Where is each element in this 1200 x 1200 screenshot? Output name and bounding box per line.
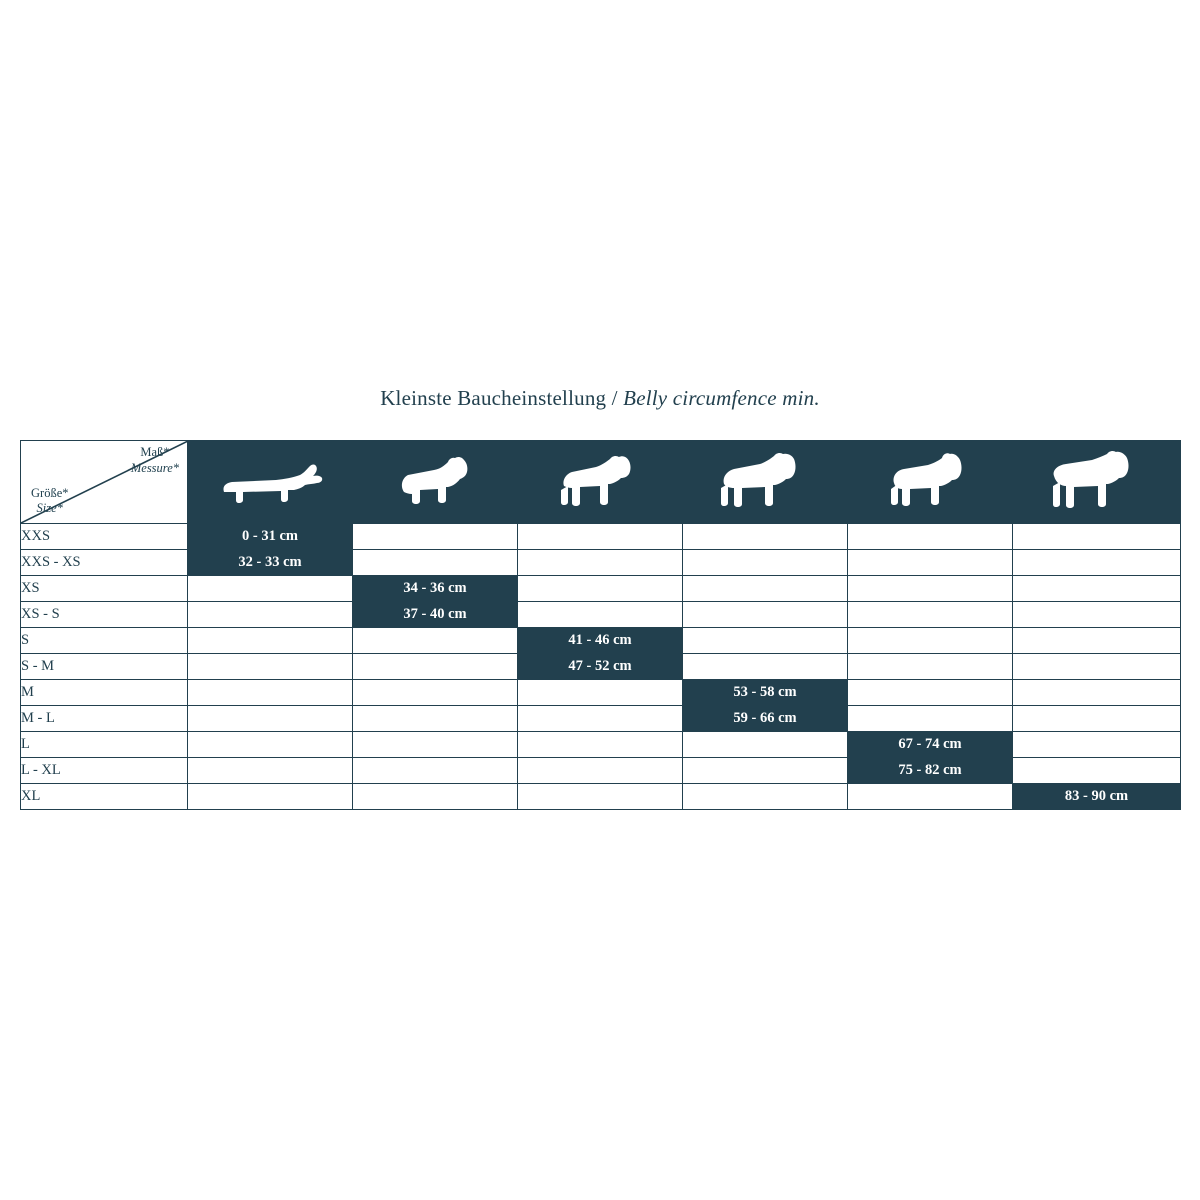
row-size-label: M bbox=[21, 680, 188, 706]
empty-cell bbox=[353, 758, 518, 784]
great-dane-dog-icon bbox=[1013, 450, 1180, 514]
empty-cell bbox=[848, 524, 1013, 550]
empty-cell bbox=[188, 602, 353, 628]
empty-cell bbox=[1013, 758, 1181, 784]
row-size-label: XS bbox=[21, 576, 188, 602]
empty-cell bbox=[683, 654, 848, 680]
empty-cell bbox=[848, 654, 1013, 680]
measurement-cell: 59 - 66 cm bbox=[683, 706, 848, 732]
empty-cell bbox=[518, 732, 683, 758]
empty-cell bbox=[518, 602, 683, 628]
bulldog-dog-icon bbox=[848, 451, 1012, 513]
empty-cell bbox=[1013, 680, 1181, 706]
row-size-label: L - XL bbox=[21, 758, 188, 784]
table-row bbox=[21, 680, 1181, 706]
table-row bbox=[21, 602, 1181, 628]
column-header-terrier bbox=[353, 441, 518, 524]
column-header-dachshund bbox=[188, 441, 353, 524]
empty-cell bbox=[848, 680, 1013, 706]
empty-cell bbox=[518, 550, 683, 576]
column-header-beagle bbox=[518, 441, 683, 524]
size-header-label bbox=[31, 486, 69, 517]
table-body bbox=[21, 524, 1181, 810]
empty-cell bbox=[1013, 602, 1181, 628]
empty-cell bbox=[683, 576, 848, 602]
measurement-cell: 41 - 46 cm bbox=[518, 628, 683, 654]
measure-header-label bbox=[131, 445, 179, 476]
empty-cell bbox=[1013, 732, 1181, 758]
empty-cell bbox=[848, 784, 1013, 810]
row-size-label: S bbox=[21, 628, 188, 654]
empty-cell bbox=[848, 602, 1013, 628]
empty-cell bbox=[518, 784, 683, 810]
empty-cell bbox=[188, 576, 353, 602]
measurement-cell: 83 - 90 cm bbox=[1013, 784, 1181, 810]
table-row bbox=[21, 628, 1181, 654]
row-size-label: L bbox=[21, 732, 188, 758]
empty-cell bbox=[1013, 628, 1181, 654]
page-title-english: Belly circumfence min. bbox=[623, 386, 820, 410]
empty-cell bbox=[188, 706, 353, 732]
table-header-row bbox=[21, 441, 1181, 524]
measure-label-de: Maß* bbox=[140, 445, 170, 459]
empty-cell bbox=[518, 706, 683, 732]
empty-cell bbox=[683, 524, 848, 550]
empty-cell bbox=[1013, 576, 1181, 602]
empty-cell bbox=[683, 628, 848, 654]
size-table-container bbox=[20, 440, 1180, 810]
empty-cell bbox=[188, 680, 353, 706]
row-size-label: XS - S bbox=[21, 602, 188, 628]
empty-cell bbox=[188, 758, 353, 784]
measurement-cell: 75 - 82 cm bbox=[848, 758, 1013, 784]
empty-cell bbox=[1013, 654, 1181, 680]
empty-cell bbox=[848, 628, 1013, 654]
empty-cell bbox=[848, 576, 1013, 602]
row-size-label: M - L bbox=[21, 706, 188, 732]
empty-cell bbox=[353, 524, 518, 550]
empty-cell bbox=[188, 628, 353, 654]
empty-cell bbox=[848, 706, 1013, 732]
empty-cell bbox=[353, 732, 518, 758]
table-row bbox=[21, 784, 1181, 810]
table-row bbox=[21, 758, 1181, 784]
empty-cell bbox=[353, 654, 518, 680]
measurement-cell: 67 - 74 cm bbox=[848, 732, 1013, 758]
measurement-cell: 53 - 58 cm bbox=[683, 680, 848, 706]
empty-cell bbox=[518, 576, 683, 602]
empty-cell bbox=[683, 550, 848, 576]
table-row bbox=[21, 550, 1181, 576]
empty-cell bbox=[353, 706, 518, 732]
row-size-label: XL bbox=[21, 784, 188, 810]
page-title bbox=[0, 386, 1200, 411]
empty-cell bbox=[1013, 706, 1181, 732]
schnauzer-dog-icon bbox=[683, 450, 847, 514]
empty-cell bbox=[188, 654, 353, 680]
empty-cell bbox=[353, 550, 518, 576]
measurement-cell: 32 - 33 cm bbox=[188, 550, 353, 576]
page-title-german: Kleinste Baucheinstellung bbox=[380, 386, 607, 410]
measurement-cell: 37 - 40 cm bbox=[353, 602, 518, 628]
size-label-de: Größe* bbox=[31, 485, 69, 500]
empty-cell bbox=[1013, 524, 1181, 550]
measure-label-en: Messure* bbox=[130, 460, 179, 475]
table-row bbox=[21, 576, 1181, 602]
header-corner-cell bbox=[21, 441, 188, 524]
empty-cell bbox=[683, 602, 848, 628]
table-row bbox=[21, 524, 1181, 550]
column-header-bulldog bbox=[848, 441, 1013, 524]
empty-cell bbox=[353, 784, 518, 810]
empty-cell bbox=[683, 758, 848, 784]
size-label-en: Size* bbox=[36, 501, 63, 516]
empty-cell bbox=[683, 784, 848, 810]
size-table bbox=[20, 440, 1181, 810]
empty-cell bbox=[848, 550, 1013, 576]
beagle-dog-icon bbox=[518, 450, 682, 514]
empty-cell bbox=[1013, 550, 1181, 576]
row-size-label: XXS bbox=[21, 524, 188, 550]
table-row bbox=[21, 732, 1181, 758]
column-header-great-dane bbox=[1013, 441, 1181, 524]
measurement-cell: 0 - 31 cm bbox=[188, 524, 353, 550]
terrier-dog-icon bbox=[353, 450, 517, 514]
empty-cell bbox=[188, 784, 353, 810]
table-row bbox=[21, 654, 1181, 680]
row-size-label: XXS - XS bbox=[21, 550, 188, 576]
column-header-schnauzer bbox=[683, 441, 848, 524]
table-row bbox=[21, 706, 1181, 732]
empty-cell bbox=[188, 732, 353, 758]
row-size-label: S - M bbox=[21, 654, 188, 680]
empty-cell bbox=[518, 758, 683, 784]
empty-cell bbox=[353, 628, 518, 654]
empty-cell bbox=[518, 524, 683, 550]
page-title-separator: / bbox=[606, 386, 624, 410]
empty-cell bbox=[683, 732, 848, 758]
measurement-cell: 47 - 52 cm bbox=[518, 654, 683, 680]
measurement-cell: 34 - 36 cm bbox=[353, 576, 518, 602]
empty-cell bbox=[353, 680, 518, 706]
empty-cell bbox=[518, 680, 683, 706]
dachshund-dog-icon bbox=[188, 452, 352, 512]
